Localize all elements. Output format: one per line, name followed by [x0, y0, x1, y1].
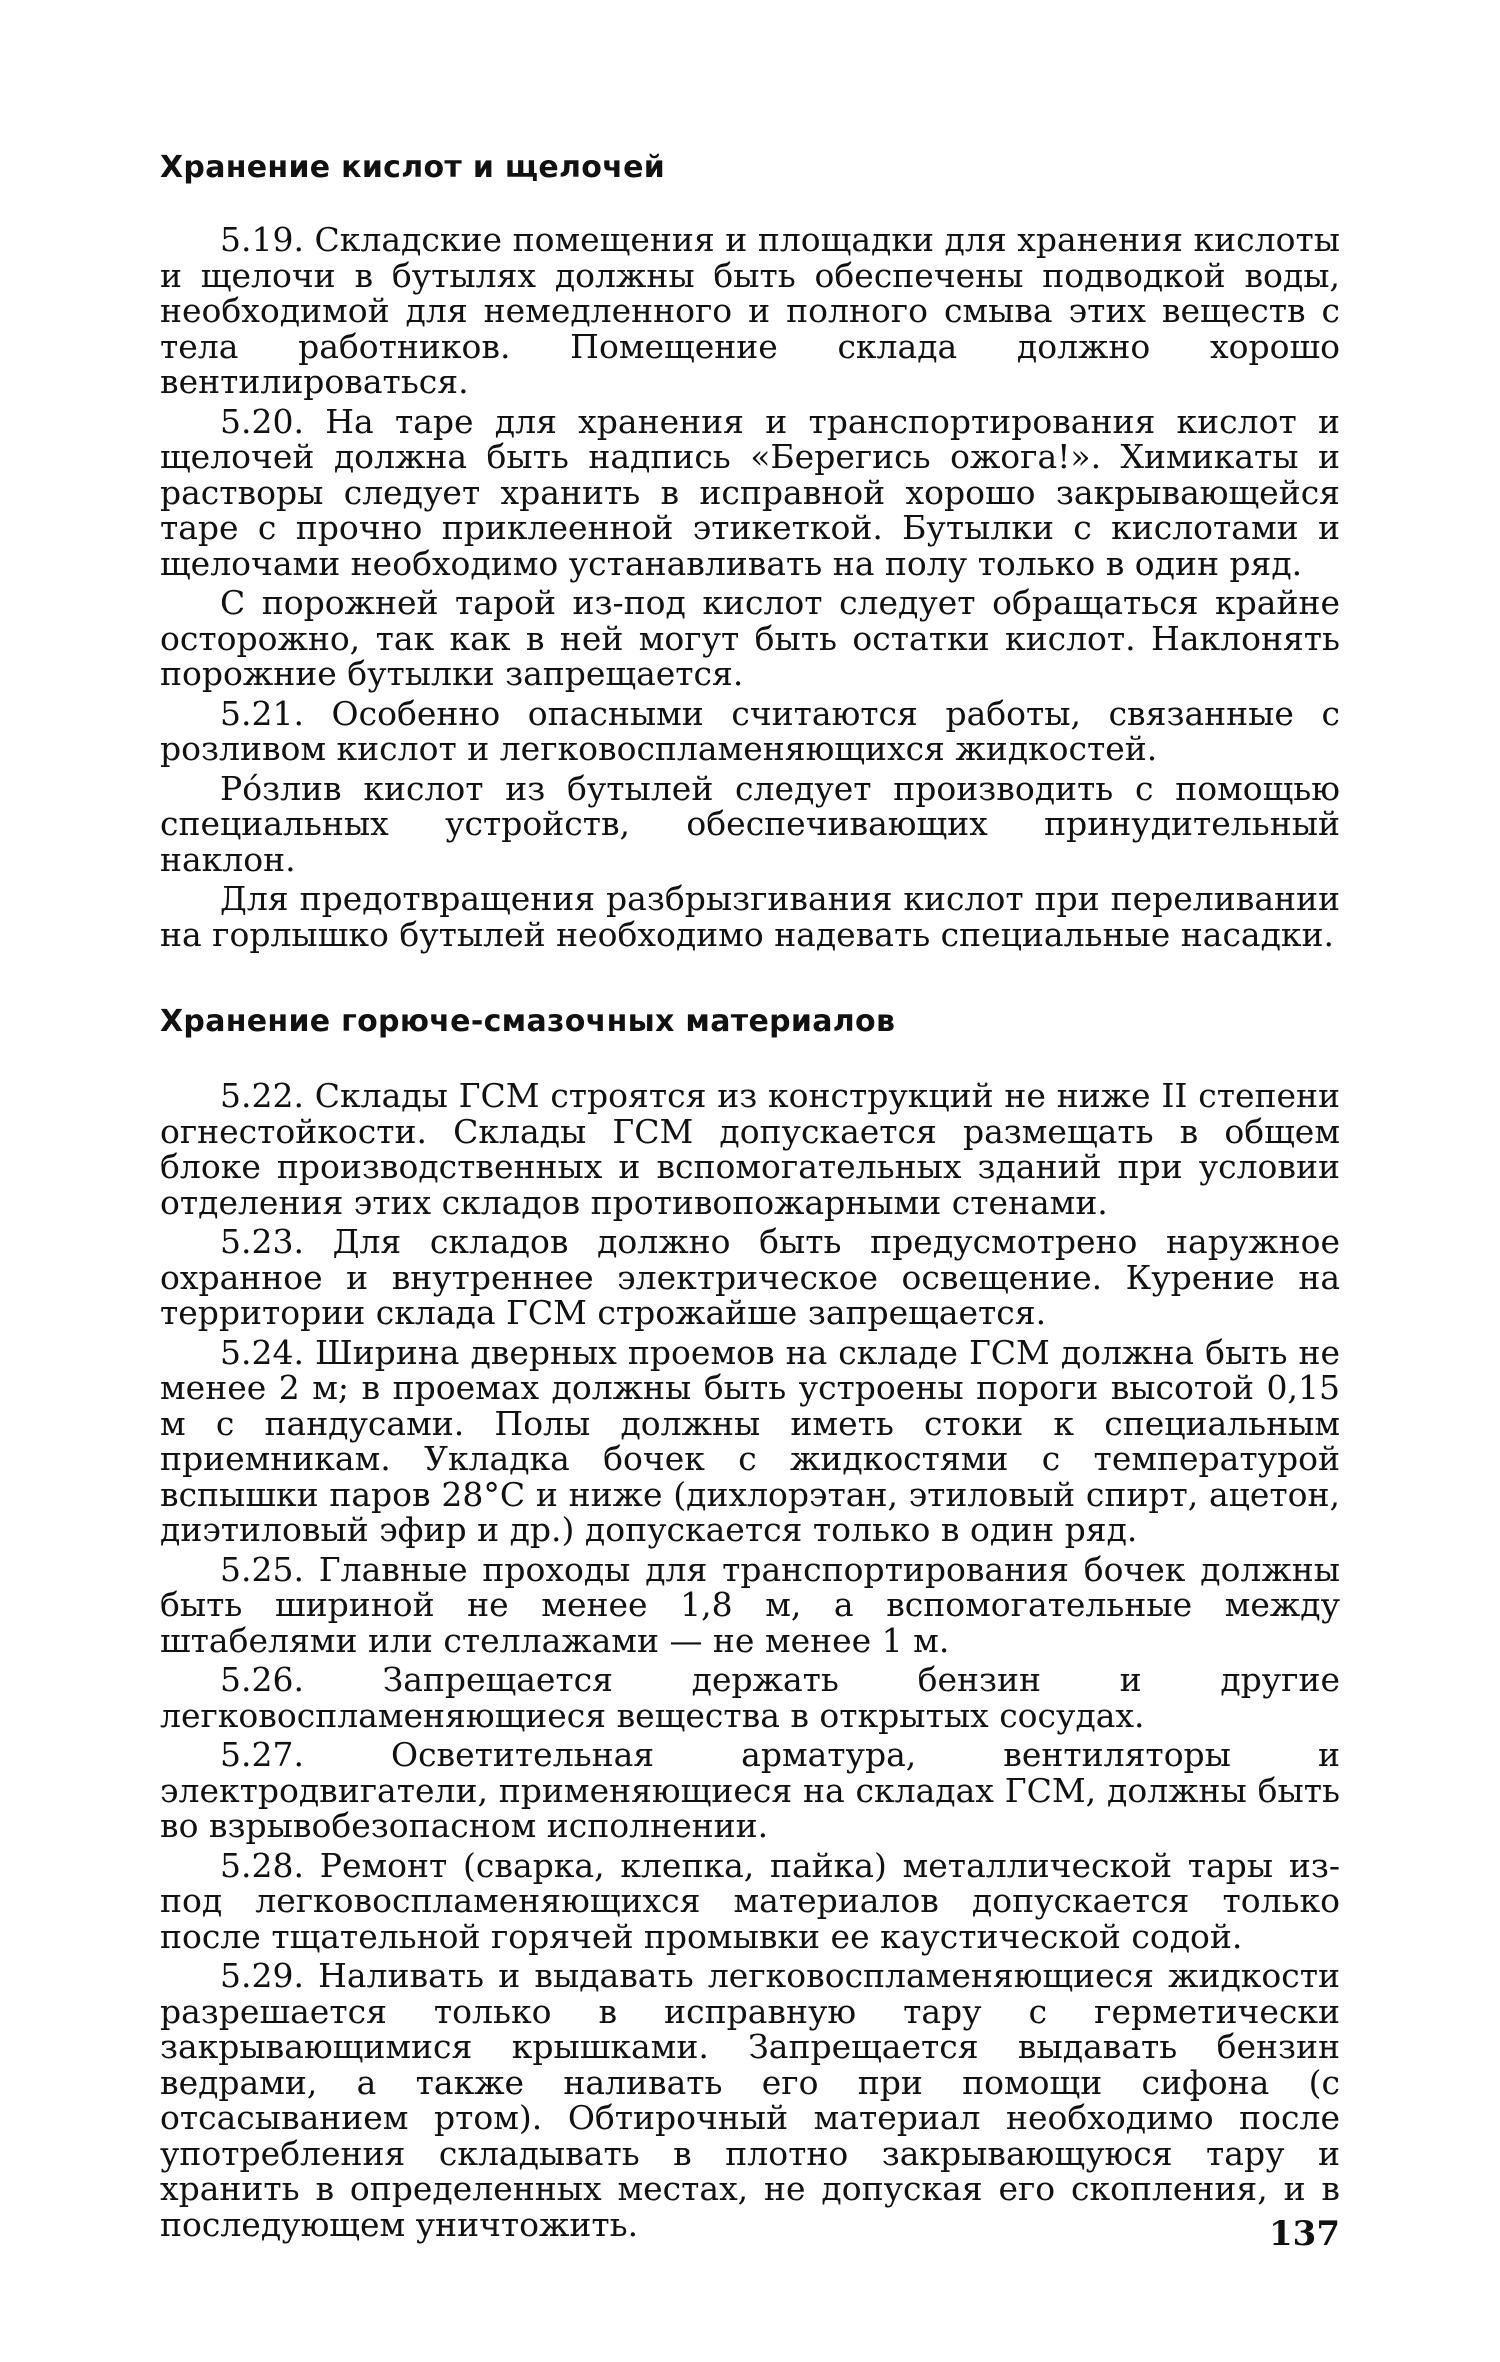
paragraph-empty-containers: С порожней тарой из-под кислот следует обращаться крайне осторожно, так как в ней могут быть остатки кислот. Наклонять порожние бутылки запрещается.: [160, 583, 1340, 693]
paragraph-nozzles: Для предотвращения разбрызгивания кислот при переливании на горлышко бутылей необходимо надевать специальные насадки.: [160, 879, 1340, 954]
paragraph-5-22: 5.22. Склады ГСМ строятся из конструкций не ниже II степени огнестойкости. Склады ГСМ допускается размещать в общем блоке производственных и вспомогательных зданий при условии отделения этих складов противопожарными стенами.: [160, 1076, 1340, 1222]
paragraph-5-28: 5.28. Ремонт (сварка, клепка, пайка) металлической тары из-под легковоспламеняющихся материалов допускается только после тщательной горячей промывки ее каустической содой.: [160, 1845, 1340, 1956]
paragraph-5-25: 5.25. Главные проходы для транспортирования бочек должны быть шириной не менее 1,8 м, а вспомогательные между штабелями или стеллажами — не менее 1 м.: [160, 1549, 1340, 1660]
paragraph-5-24: 5.24. Ширина дверных проемов на складе ГСМ должна быть не менее 2 м; в проемах должны быть устроены пороги высотой 0,15 м с пандусами. Полы должны иметь стоки к специальным приемникам. Укладка бочек с жидкостями с температурой вспышки паров 28°С и ниже (дихлорэтан, этиловый спирт, ацетон, диэтиловый эфир и др.) допускается только в один ряд.: [160, 1332, 1340, 1549]
section-heading-acids: Хранение кислот и щелочей: [160, 150, 666, 185]
paragraph-5-21: 5.21. Особенно опасными считаются работы, связанные с розливом кислот и легковоспламеняющихся жидкостей.: [160, 693, 1340, 768]
page-number: 137: [1269, 2214, 1340, 2254]
section-heading-fuels: Хранение горюче-смазочных материалов: [160, 1004, 896, 1039]
page-body: [160, 150, 1340, 2242]
paragraph-5-29: 5.29. Наливать и выдавать легковоспламеняющиеся жидкости разрешается только в исправную тару с герметически закрывающимися крышками. Запрещается выдавать бензин ведрами, а также наливать его при помощи сифона (с отсасыванием ртом). Обтирочный материал необходимо после употребления складывать в плотно закрывающуюся тару и хранить в определенных местах, не допуская его скопления, и в последующем уничтожить.: [160, 1956, 1340, 2244]
paragraph-5-27: 5.27. Осветительная арматура, вентиляторы и электродвигатели, применяющиеся на складах ГСМ, должны быть во взрывобезопасном исполнении.: [160, 1735, 1340, 1845]
paragraph-5-19: 5.19. Складские помещения и площадки для хранения кислоты и щелочи в бутылях должны быть обеспечены подводкой воды, необходимой для немедленного и полного смыва этих веществ с тела работников. Помещение склада должно хорошо вентилироваться.: [160, 220, 1340, 401]
paragraph-pouring: Рóзлив кислот из бутылей следует производить с помощью специальных устройств, обеспечивающих принудительный наклон.: [160, 768, 1340, 879]
paragraph-5-26: 5.26. Запрещается держать бензин и другие легковоспламеняющиеся вещества в открытых сосудах.: [160, 1660, 1340, 1735]
paragraph-5-23: 5.23. Для складов должно быть предусмотрено наружное охранное и внутреннее электрическое освещение. Курение на территории склада ГСМ строжайше запрещается.: [160, 1222, 1340, 1332]
paragraph-5-20: 5.20. На таре для хранения и транспортирования кислот и щелочей должна быть надпись «Берегись ожога!». Химикаты и растворы следует хранить в исправной хорошо закрывающейся таре с прочно приклеенной этикеткой. Бутылки с кислотами и щелочами необходимо устанавливать на полу только в один ряд.: [160, 401, 1340, 583]
